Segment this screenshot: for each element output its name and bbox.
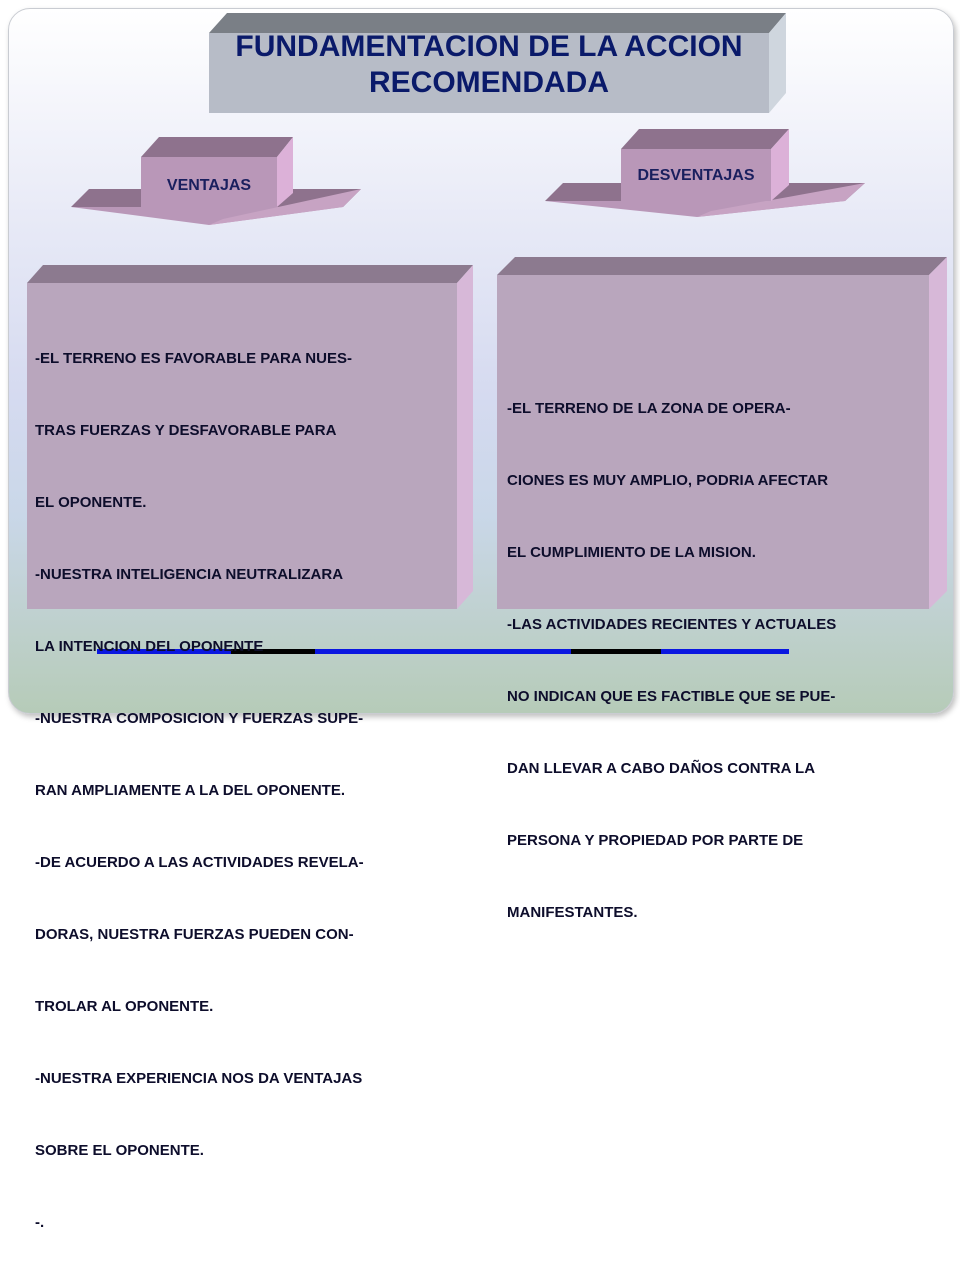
ventajas-line: -DE ACUERDO A LAS ACTIVIDADES REVELA- [35, 854, 364, 871]
desventajas-label: DESVENTAJAS [637, 167, 755, 184]
desventajas-line: -LAS ACTIVIDADES RECIENTES Y ACTUALES [507, 616, 837, 633]
ventajas-line: EL OPONENTE. [35, 494, 147, 511]
ventajas-line: -EL TERRENO ES FAVORABLE PARA NUES- [35, 350, 352, 367]
ventajas-line: RAN AMPLIAMENTE A LA DEL OPONENTE. [35, 782, 346, 799]
ventajas-line: -NUESTRA EXPERIENCIA NOS DA VENTAJAS [35, 1070, 363, 1087]
ventajas-line: -NUESTRA COMPOSICION Y FUERZAS SUPE- [35, 710, 364, 727]
desventajas-line: PERSONA Y PROPIEDAD POR PARTE DE [507, 832, 804, 849]
ventajas-label: VENTAJAS [166, 177, 252, 194]
page-title [209, 29, 769, 101]
ventajas-line: TROLAR AL OPONENTE. [35, 998, 214, 1015]
desventajas-line: DAN LLEVAR A CABO DAÑOS CONTRA LA [507, 760, 816, 777]
ventajas-line: LA INTENCION DEL OPONENTE [35, 638, 264, 655]
title-line-2: RECOMENDADA [369, 66, 609, 99]
desventajas-line: NO INDICAN QUE ES FACTIBLE QUE SE PUE- [507, 688, 836, 705]
ventajas-line: SOBRE EL OPONENTE. [35, 1142, 204, 1159]
title-line-1: FUNDAMENTACION DE LA ACCION [235, 30, 743, 63]
desventajas-line: -EL TERRENO DE LA ZONA DE OPERA- [507, 400, 791, 417]
desventajas-line: MANIFESTANTES. [507, 904, 638, 921]
ventajas-line: -. [35, 1214, 45, 1231]
desventajas-text [507, 349, 836, 973]
ventajas-line: -NUESTRA INTELIGENCIA NEUTRALIZARA [35, 566, 344, 583]
slide [8, 8, 954, 1231]
ventajas-text [35, 299, 364, 1283]
desventajas-line: CIONES ES MUY AMPLIO, PODRIA AFECTAR [507, 472, 829, 489]
desventajas-line: EL CUMPLIMIENTO DE LA MISION. [507, 544, 756, 561]
ventajas-line: TRAS FUERZAS Y DESFAVORABLE PARA [35, 422, 337, 439]
ventajas-line: DORAS, NUESTRA FUERZAS PUEDEN CON- [35, 926, 354, 943]
